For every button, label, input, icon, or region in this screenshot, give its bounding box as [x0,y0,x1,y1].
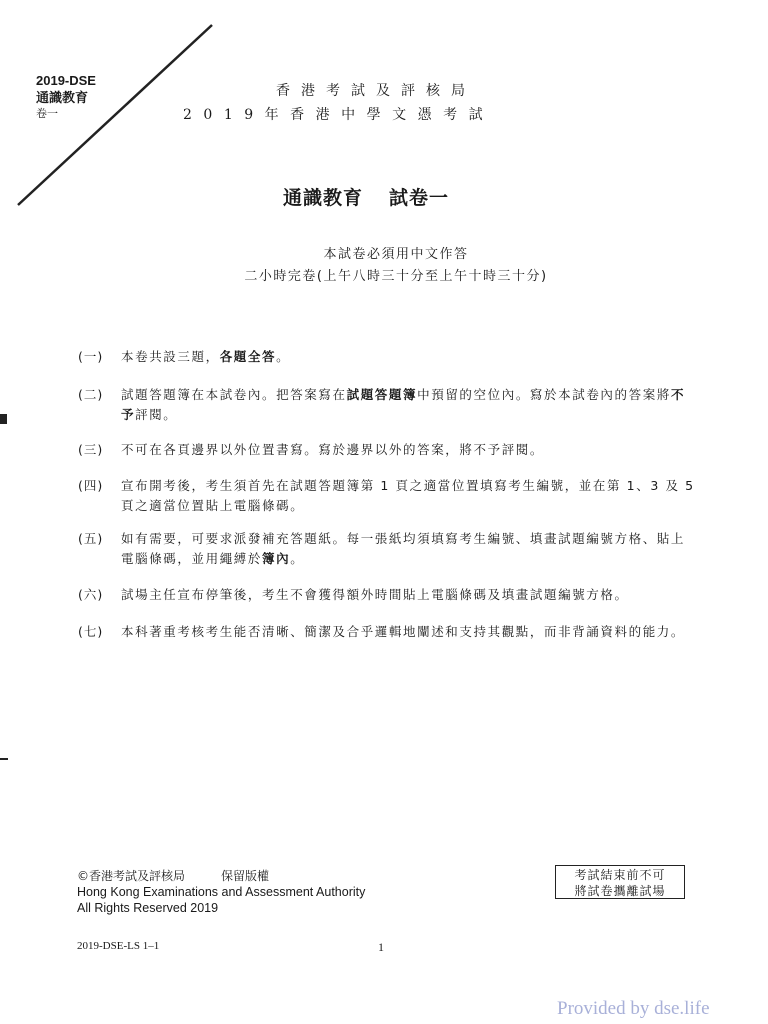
instruction-text: 評閱。 [135,407,178,422]
instruction-number: (五) [78,531,104,546]
instruction-text: 本科著重考核考生能否清晰、簡潔及合乎邏輯地闡述和支持其觀點，而非背誦資料的能力。 [121,624,686,639]
edge-mark [0,758,8,760]
instruction-number: (一) [78,349,104,364]
rights-en: All Rights Reserved 2019 [77,901,219,915]
instruction-item [78,440,698,460]
instruction-item [78,622,698,642]
instruction-text: 試場主任宣布停筆後，考生不會獲得額外時間貼上電腦條碼及填畫試題編號方格。 [121,587,629,602]
instruction-item [78,385,698,425]
time-allowed: 二小時完卷(上午八時三十分至上午十時三十分) [244,269,548,284]
copyright-cn: ©香港考試及評核局 [77,869,186,883]
instruction-text: 如有需要，可要求派發補充答題紙。每一張紙均須填寫考生編號、填畫試題編號方格、貼上電腦條碼，並用繩縛於 [121,531,686,566]
instruction-text: 。 [290,551,305,566]
instruction-text: 。 [276,349,291,364]
instruction-number: (三) [78,442,104,457]
instruction-item [78,529,698,569]
edge-mark [0,414,7,424]
instruction-text: 不可在各頁邊界以外位置書寫。寫於邊界以外的答案，將不予評閱。 [121,442,545,457]
instruction-item [78,347,698,367]
corner-paper-label: 卷一 [36,108,58,120]
authority-en: Hong Kong Examinations and Assessment Authority [77,885,366,899]
instruction-emphasis: 不予 [121,387,686,422]
corner-subject-name: 通識教育 [36,90,89,105]
paper-title-subject: 通識教育 [283,187,364,209]
instruction-number: (二) [78,387,104,402]
instruction-text: 中預留的空位內。寫於本試卷內的答案將 [417,387,671,402]
paper-title-paper: 試卷一 [389,187,450,209]
authority-name: 香港考試及評核局 [276,83,476,99]
exam-name: 2019年香港中學文憑考試 [183,107,495,123]
page-number: 1 [378,940,384,954]
watermark: Provided by dse.life [557,998,710,1019]
reserved-cn: 保留版權 [221,869,270,883]
language-requirement: 本試卷必須用中文作答 [323,247,469,262]
notice-line: 將試卷攜離試場 [574,884,666,898]
instruction-text: 試題答題簿在本試卷內。把答案寫在 [121,387,347,402]
instruction-emphasis: 試題答題簿 [346,387,418,402]
corner-subject-label [36,72,96,123]
instruction-text: 宣布開考後，考生須首先在試題答題簿第 1 頁之適當位置填寫考生編號，並在第 1、3 及 5 頁之適當位置貼上電腦條碼。 [121,478,695,513]
instruction-item [78,585,698,605]
instruction-emphasis: 各題全答 [219,349,277,364]
paper-code: 2019-DSE-LS 1–1 [77,940,160,952]
instruction-number: (六) [78,587,104,602]
copyright-block [77,868,365,916]
notice-line: 考試結束前不可 [574,868,666,882]
no-removal-notice [555,865,685,899]
instruction-number: (七) [78,624,104,639]
instruction-emphasis: 簿內 [262,551,291,566]
instruction-item [78,476,698,516]
corner-year-label: 2019-DSE [36,73,96,88]
paper-title [283,183,449,210]
instruction-number: (四) [78,478,104,493]
instruction-text: 本卷共設三題， [121,349,220,364]
